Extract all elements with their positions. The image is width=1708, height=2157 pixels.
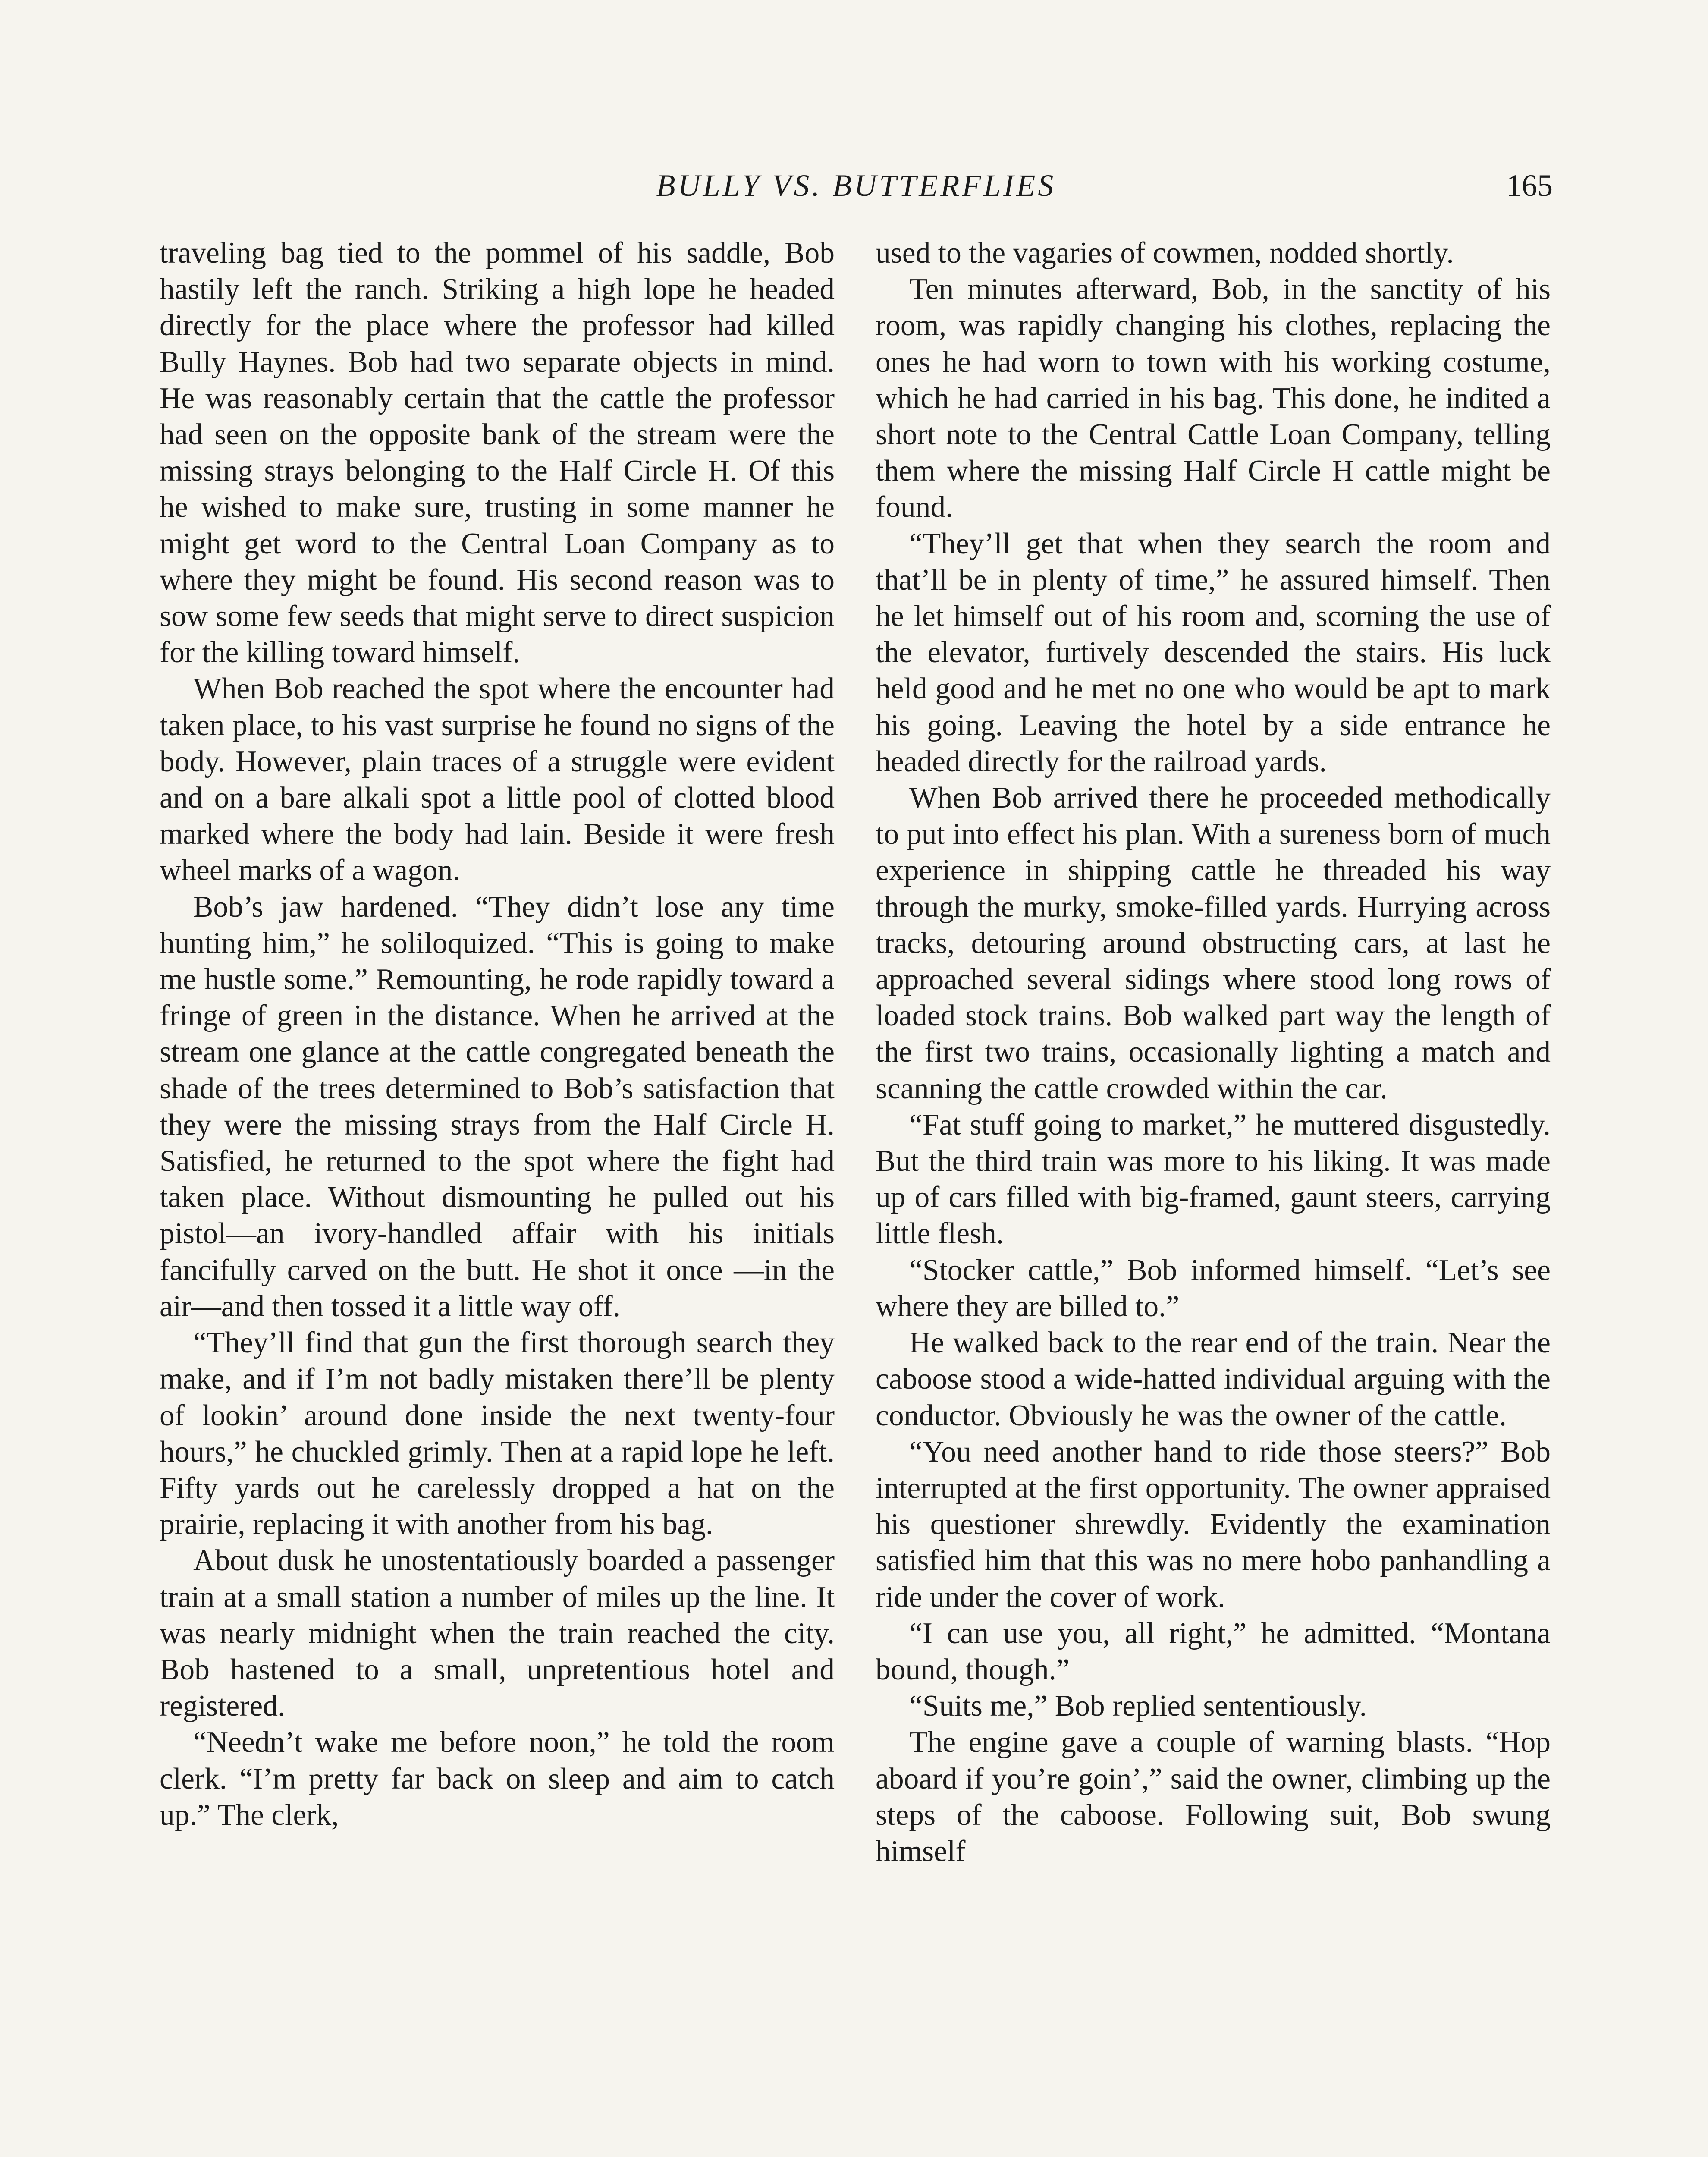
paragraph: “I can use you, all right,” he admitted. “Montana bound, though.” [876,1616,1551,1686]
paragraph: “Suits me,” Bob replied sententiously. [909,1689,1367,1723]
running-head [160,160,1553,211]
paragraph: “They’ll find that gun the first thorough search they make, and if I’m not badly mistaken there’ll be plenty of lookin’ around done inside the next twenty-four hours,” he chuckled grimly. Then at a rapid lope he left. Fifty yards out he carelessly dropped a hat on the prairie, replacing it with another from his bag. [160,1326,835,1541]
paragraph: Ten minutes afterward, Bob, in the sanctity of his room, was rapidly changing his clothes, replacing the ones he had worn to town with his working costume, which he had carried in his bag. This done, he indited a short note to the Central Cattle Loan Company, telling them where the missing Half Circle H cattle might be found. [876,273,1551,524]
paragraph: used to the vagaries of cowmen, nodded shortly. [876,236,1454,270]
paragraph: When Bob reached the spot where the encounter had taken place, to his vast surprise he found no signs of the body. However, plain traces of a struggle were evident and on a bare alkali spot a little pool of clotted blood marked where the body had lain. Beside it were fresh wheel marks of a wagon. [160,672,835,887]
paragraph: “Needn’t wake me before noon,” he told the room clerk. “I’m pretty far back on sleep and aim to catch up.” The clerk, [160,1726,835,1832]
paragraph: “You need another hand to ride those steers?” Bob interrupted at the first opportunity. The owner appraised his questioner shrewdly. Evidently the examination satisfied him that this was no mere hobo panhandling a ride under the cover of work. [876,1435,1551,1614]
paragraph: He walked back to the rear end of the train. Near the caboose stood a wide-hatted individual arguing with the conductor. Obviously he was the owner of the cattle. [876,1326,1551,1432]
page-number: 165 [1506,168,1553,203]
paragraph: “They’ll get that when they search the room and that’ll be in plenty of time,” he assured himself. Then he let himself out of his room and, scorning the use of the elevator, furtively descended the stairs. His luck held good and he met no one who would be apt to mark his going. Leaving the hotel by a side entrance he headed directly for the railroad yards. [876,527,1551,778]
paragraph: When Bob arrived there he proceeded methodically to put into effect his plan. With a sureness born of much experience in shipping cattle he threaded his way through the murky, smoke-filled yards. Hurrying across tracks, detouring around obstructing cars, at last he approached several sidings where stood long rows of loaded stock trains. Bob walked part way the length of the first two trains, occasionally lighting a match and scanning the cattle crowded within the car. [876,781,1551,1105]
paragraph: traveling bag tied to the pommel of his saddle, Bob hastily left the ranch. Striking a high lope he headed directly for the place where the professor had killed Bully Haynes. Bob had two separate objects in mind. He was reasonably certain that the cattle the professor had seen on the opposite bank of the stream were the missing strays belonging to the Half Circle H. Of this he wished to make sure, trusting in some manner he might get word to the Central Loan Company as to where they might be found. His second reason was to sow some few seeds that might serve to direct suspicion for the killing toward himself. [160,236,835,670]
paragraph: About dusk he unostentatiously boarded a passenger train at a small station a number of miles up the line. It was nearly midnight when the train reached the city. Bob hastened to a small, unpretentious hotel and registered. [160,1544,835,1723]
right-text-column [876,235,1551,1870]
paragraph: Bob’s jaw hardened. “They didn’t lose any time hunting him,” he soliloquized. “This is going to make me hustle some.” Remounting, he rode rapidly toward a fringe of green in the distance. When he arrived at the stream one glance at the cattle congregated beneath the shade of the trees determined to Bob’s satisfaction that they were the missing strays from the Half Circle H. Satisfied, he returned to the spot where the fight had taken place. Without dismounting he pulled out his pistol—an ivory-handled affair with his initials fancifully carved on the butt. He shot it once —in the air—and then tossed it a little way off. [160,890,835,1323]
running-title: BULLY VS. BUTTERFLIES [656,168,1056,203]
left-text-column [160,235,835,1833]
paragraph: “Fat stuff going to market,” he muttered disgustedly. But the third train was more to his liking. It was made up of cars filled with big-framed, gaunt steers, carrying little flesh. [876,1108,1551,1251]
paragraph: “Stocker cattle,” Bob informed himself. “Let’s see where they are billed to.” [876,1253,1551,1323]
paragraph: The engine gave a couple of warning blasts. “Hop aboard if you’re goin’,” said the owner, climbing up the steps of the caboose. Following suit, Bob swung himself [876,1726,1551,1868]
